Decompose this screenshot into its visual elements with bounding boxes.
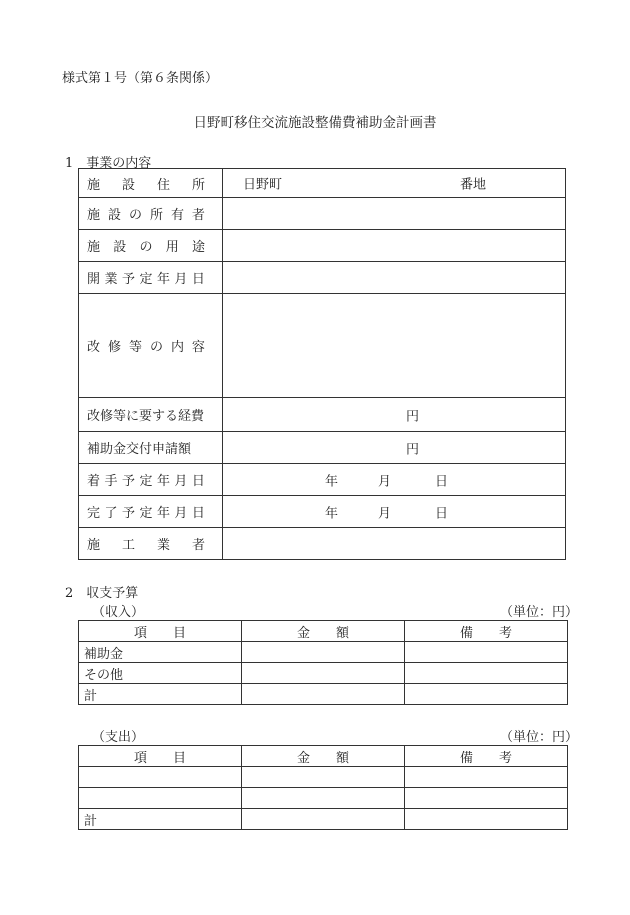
label-char: 者 [191,538,205,553]
header-item: 項 目 [79,621,242,642]
label-char: 年 [156,506,170,521]
row-opening-date [79,262,566,294]
row-completion-date [79,496,566,528]
label-char: 設 [107,208,121,223]
income-row [79,663,568,684]
income-table [78,620,568,705]
label-char: 月 [174,272,188,287]
label-char: 施 [87,240,101,255]
yen-unit: 円 [406,409,420,424]
label-char: 手 [104,474,118,489]
row-contractor [79,528,566,560]
label-char: 設 [113,240,127,255]
year-unit: 年 [325,506,339,521]
label-cell [79,432,223,464]
label-char: 有 [170,208,184,223]
banchi-label: 番地 [460,177,487,193]
section2-heading: 2 収支予算 [65,586,139,601]
income-item: その他 [79,663,242,684]
label-char: 設 [121,177,135,193]
label-char: 住 [156,177,170,193]
day-unit: 日 [435,506,449,521]
row-facility-address [79,169,566,198]
label-char: 予 [121,506,135,521]
label-cell [79,198,223,230]
contractor-field[interactable] [223,528,566,560]
expense-unit-label: （単位：円） [500,730,579,745]
label-char: 施 [87,208,101,223]
renovation-cost-label: 改修等に要する経費 [87,409,205,424]
expense-header-row [79,746,568,767]
label-char: 定 [139,272,153,287]
expense-total-amount-field[interactable] [242,809,405,830]
label-char: 日 [191,506,205,521]
renovation-content-field[interactable] [223,294,566,398]
month-unit: 月 [378,474,392,489]
start-date-field[interactable] [223,464,566,496]
town-name: 日野町 [243,177,283,193]
month-unit: 月 [378,506,392,521]
expense-amount-field[interactable] [242,767,405,788]
expense-amount-field[interactable] [242,788,405,809]
facility-owner-field[interactable] [223,198,566,230]
label-cell [79,464,223,496]
business-content-table [78,168,566,560]
label-char: 了 [104,506,118,521]
renovation-cost-field[interactable] [223,398,566,432]
income-amount-field[interactable] [242,663,405,684]
label-cell [79,230,223,262]
label-char: 内 [170,340,184,355]
facility-owner-label [87,204,205,223]
expense-row [79,767,568,788]
label-cell [79,496,223,528]
label-char: 施 [87,538,101,553]
label-char: 着 [87,474,101,489]
income-total-amount-field[interactable] [242,684,405,705]
opening-date-label [87,268,205,287]
document-title: 日野町移住交流施設整備費補助金計画書 [193,115,437,131]
label-char: 日 [191,272,205,287]
label-char: 月 [174,474,188,489]
section1-heading: 1 事業の内容 [65,156,152,171]
expense-label: （支出） [92,730,145,745]
label-char: 者 [191,208,205,223]
label-char: の [149,340,163,355]
header-amount: 金 額 [242,746,405,767]
expense-item-field[interactable] [79,767,242,788]
income-remarks-field[interactable] [405,642,568,663]
facility-address-label [87,174,205,193]
label-char: 所 [149,208,163,223]
label-char: 施 [87,177,101,193]
label-char: 所 [191,177,205,193]
facility-address-field[interactable] [223,169,566,198]
label-char: 容 [191,340,205,355]
label-cell [79,398,223,432]
label-char: の [128,208,142,223]
completion-date-field[interactable] [223,496,566,528]
income-item: 補助金 [79,642,242,663]
label-cell [79,169,223,198]
subsidy-amount-label: 補助金交付申請額 [87,442,192,457]
label-char: 年 [156,474,170,489]
row-subsidy-amount [79,432,566,464]
label-char: 途 [191,240,205,255]
opening-date-field[interactable] [223,262,566,294]
income-total-label: 計 [79,684,242,705]
form-number-label: 様式第１号（第６条関係） [62,71,219,86]
label-char: 改 [87,340,101,355]
label-char: 開 [87,272,101,287]
day-unit: 日 [435,474,449,489]
facility-use-field[interactable] [223,230,566,262]
label-cell [79,528,223,560]
income-unit-label: （単位：円） [500,605,579,620]
expense-remarks-field[interactable] [405,767,568,788]
income-total-row [79,684,568,705]
header-amount: 金 額 [242,621,405,642]
label-char: 用 [165,240,179,255]
income-row [79,642,568,663]
start-date-label [87,470,205,489]
label-char: 年 [156,272,170,287]
label-char: 工 [121,538,135,553]
label-char: 業 [156,538,170,553]
income-remarks-field[interactable] [405,663,568,684]
label-char: 定 [139,474,153,489]
income-amount-field[interactable] [242,642,405,663]
label-char: 予 [121,272,135,287]
renovation-content-label [87,336,205,355]
facility-use-label [87,236,205,255]
label-char: 修 [107,340,121,355]
expense-total-row [79,809,568,830]
row-facility-use [79,230,566,262]
label-cell [79,294,223,398]
income-total-remarks-field[interactable] [405,684,568,705]
header-remarks: 備 考 [405,621,568,642]
row-renovation-cost [79,398,566,432]
label-char: 業 [104,272,118,287]
label-char: 日 [191,474,205,489]
row-renovation-content [79,294,566,398]
subsidy-amount-field[interactable] [223,432,566,464]
label-char: 定 [139,506,153,521]
label-char: 完 [87,506,101,521]
header-remarks: 備 考 [405,746,568,767]
row-start-date [79,464,566,496]
label-char: 予 [121,474,135,489]
expense-remarks-field[interactable] [405,788,568,809]
contractor-label [87,534,205,553]
row-facility-owner [79,198,566,230]
label-char: の [139,240,153,255]
label-char: 月 [174,506,188,521]
expense-row [79,788,568,809]
yen-unit: 円 [406,442,420,457]
expense-total-remarks-field[interactable] [405,809,568,830]
income-header-row [79,621,568,642]
expense-item-field[interactable] [79,788,242,809]
expense-table [78,745,568,830]
expense-total-label: 計 [79,809,242,830]
completion-date-label [87,502,205,521]
income-label: （収入） [92,605,145,620]
label-char: 等 [128,340,142,355]
label-cell [79,262,223,294]
header-item: 項 目 [79,746,242,767]
year-unit: 年 [325,474,339,489]
